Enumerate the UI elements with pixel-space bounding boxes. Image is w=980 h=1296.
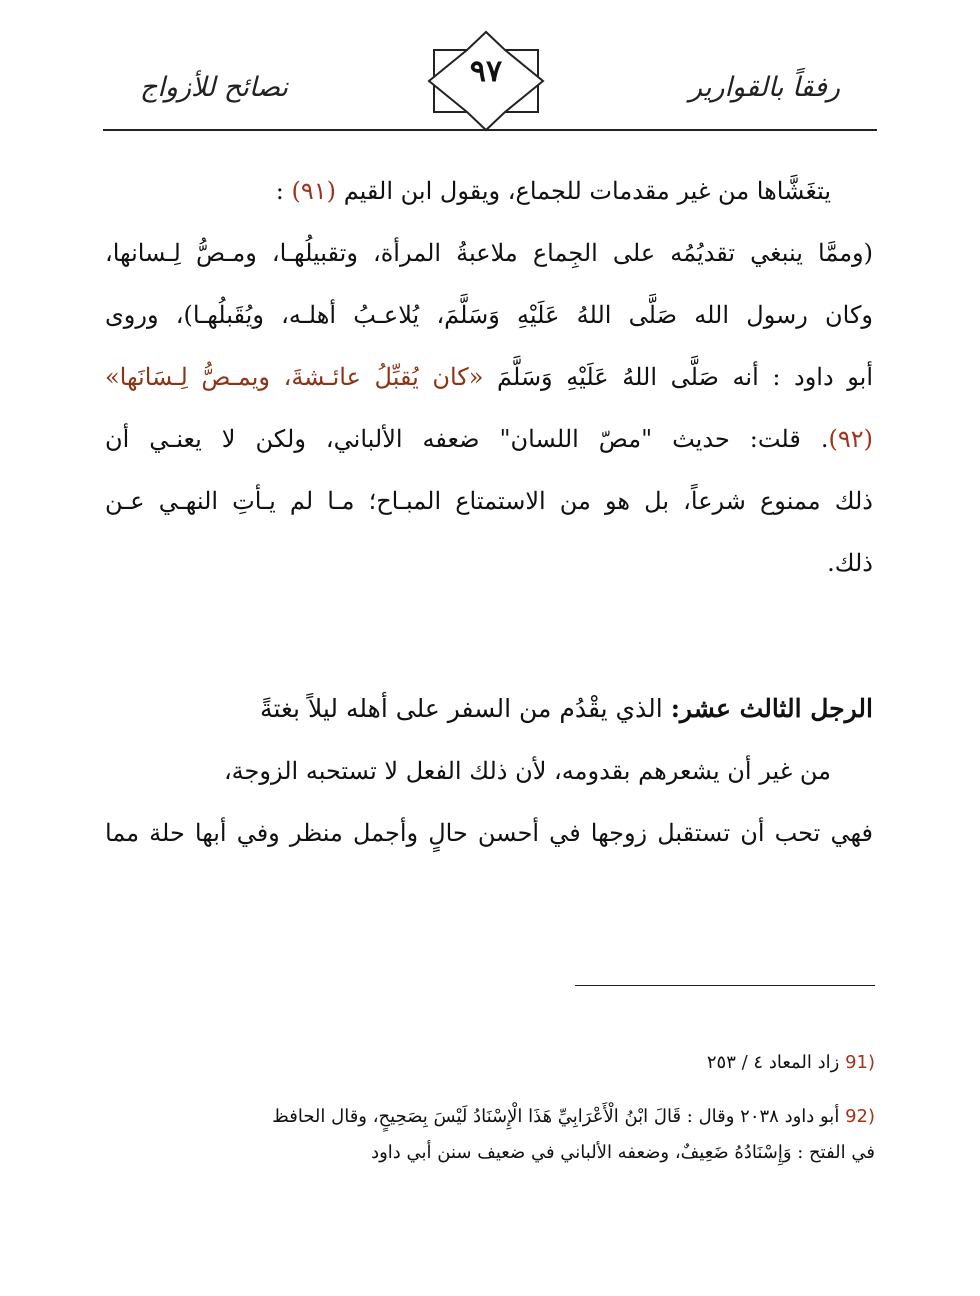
footnote-text: أبو داود ٢٠٣٨ وقال : قَالَ ابْنُ الْأَعْرَابِيِّ هَذَا الْإِسْنَادُ لَيْسَ بِصَحِيحٍ، وقال الحافظ [272,1106,840,1127]
text-run: يتغَشَّاها من غير مقدمات للجماع، ويقول ابن القيم [343,177,831,205]
section-heading [105,678,873,740]
text-run: أبو داود : أنه صَلَّى اللهُ عَلَيْهِ وَسَلَّمَ [497,363,873,391]
text-run: : [275,177,284,205]
text-run: . قلت: حديث "مصّ اللسان" ضعفه الألباني، ولكن لا يعنـي أن [105,425,829,453]
footnote-number: (92 [845,1106,875,1127]
footnote-92 [105,1099,875,1171]
text-line: ذلك. [827,549,873,577]
running-head-chapter-title: نصائح للأزواج [140,72,289,103]
hadith-quote: «كان يُقبِّلُ عائـشةَ، ويمـصُّ لِـسَانَها» [105,363,484,391]
page-number-badge [427,30,545,132]
footnote-ref-92[interactable]: (٩٢) [828,425,873,453]
footnote-number: (91 [845,1052,875,1073]
footnote-divider [575,985,875,986]
footnote-ref-91[interactable]: (٩١) [291,177,337,205]
page-number: ٩٧ [469,54,503,89]
text-line [105,160,873,222]
text-line: من غير أن يشعرهم بقدومه، لأن ذلك الفعل لا تستحبه الزوجة، [223,757,831,785]
footnotes [105,1045,875,1171]
text-line [105,346,873,408]
section-heading-text: الذي يقْدُم من السفر على أهله ليلاً بغتةً [260,694,663,723]
running-head-book-title: رفقاً بالقوارير [689,72,840,103]
text-line: فهي تحب أن تستقبل زوجها في أحسن حالٍ وأجمل منظر وفي أبها حلة مما [105,819,873,847]
main-text [105,160,873,864]
text-line: (وممَّا ينبغي تقديُمُه على الجِماع ملاعبةُ المرأة، وتقبيلُهـا، ومـصُّ لِـسانها، [105,239,873,267]
text-line: وكان رسول الله صَلَّى اللهُ عَلَيْهِ وَسَلَّمَ، يُلاعـبُ أهلـه، ويُقَبلُهـا)، وروى [105,301,873,329]
text-line: ذلك ممنوع شرعاً، بل هو من الاستمتاع المبـاح؛ مـا لم يـأتِ النهـي عـن [105,487,873,515]
header-divider [103,129,877,131]
text-line [105,408,873,470]
footnote-text-continued: في الفتح : وَإِسْنَادُهُ ضَعِيفٌ، وضعفه الألباني في ضعيف سنن أبي داود [371,1142,875,1163]
footnote-91 [105,1045,875,1081]
section-heading-lead: الرجل الثالث عشر: [670,694,873,723]
footnote-text: زاد المعاد ٤ / ٢٥٣ [706,1052,840,1073]
